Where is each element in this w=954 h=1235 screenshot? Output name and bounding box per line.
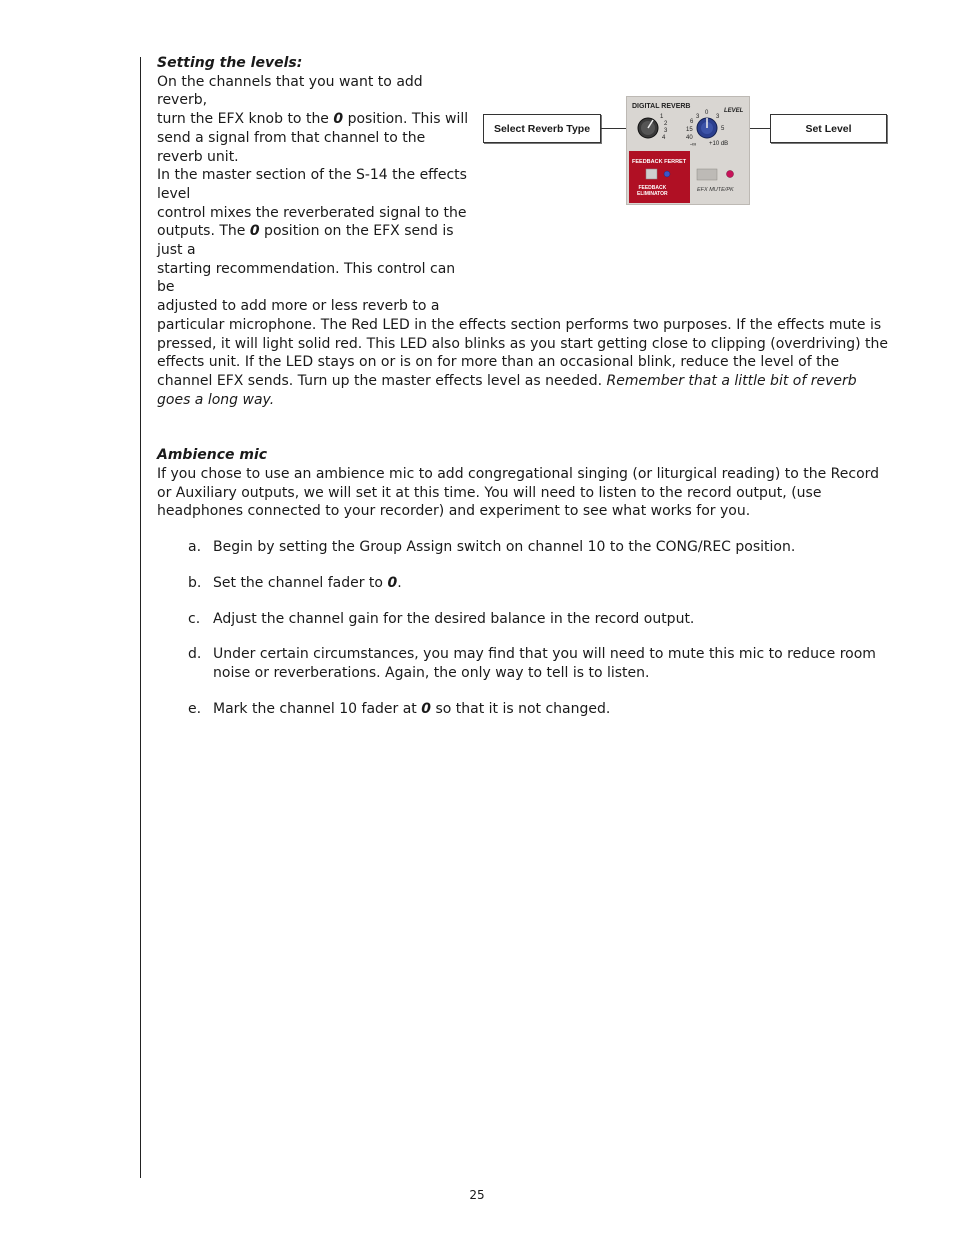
list-item: e. Mark the channel 10 fader at 0 so that it is not changed. bbox=[188, 700, 611, 717]
page-number: 25 bbox=[469, 1188, 485, 1202]
levels-line-4: In the master section of the S-14 the effects level bbox=[157, 167, 467, 202]
ambience-intro: If you chose to use an ambience mic to add congregational singing (or liturgical reading) to the Record or Auxiliary outputs, we will set it at this time. You will need to listen to the record output, (use headphones connected to your recorder) and experiment to see what works for you. bbox=[157, 466, 880, 520]
list-item: d. Under certain circumstances, you may find that you will need to mute this mic to reduce room noise or reverberations. Again, the only way to tell is to listen. bbox=[188, 646, 876, 681]
scale-tick-label: +10 dB bbox=[709, 141, 729, 147]
panel-title: DIGITAL REVERB bbox=[632, 103, 691, 110]
scale-tick-label: 3 bbox=[664, 128, 668, 134]
scale-tick-label: -∞ bbox=[690, 142, 697, 148]
reverb-type-knob-icon bbox=[638, 118, 658, 138]
leader-line-left bbox=[601, 128, 627, 129]
level-knob-icon bbox=[697, 118, 717, 138]
digital-reverb-figure bbox=[483, 96, 887, 206]
efx-mute-label: EFX MUTE/PK bbox=[697, 187, 734, 193]
efx-led-icon bbox=[727, 171, 734, 178]
levels-paragraph-continued: particular microphone. The Red LED in the effects section performs two purposes. If the effects mute is pressed, it will light solid red. This LED also blinks as you start getting close to clipping (overdriving) the effects unit. If the LED stays on or is on for more than an occasional blink, reduce the level of the channel EFX sends. Turn up the master effects level as needed. Remember that a little bit of reverb goes a long way. bbox=[157, 316, 889, 408]
list-item: b. Set the channel fader to 0. bbox=[188, 574, 402, 591]
callout-set-level: Set Level bbox=[770, 114, 887, 143]
scale-tick-label: 1 bbox=[660, 114, 664, 120]
feedback-eliminator-label: FEEDBACK ELIMINATOR bbox=[637, 185, 668, 197]
scale-tick-label: 2 bbox=[664, 121, 668, 127]
scale-tick-label: 15 bbox=[686, 127, 693, 133]
feedback-ferret-label: FEEDBACK FERRET bbox=[632, 159, 687, 165]
ambience-steps bbox=[157, 538, 892, 718]
scale-tick-label: 40 bbox=[686, 135, 693, 141]
callout-select-reverb-type: Select Reverb Type bbox=[483, 114, 601, 143]
scale-tick-label: 5 bbox=[721, 126, 725, 132]
scale-tick-label: 3 bbox=[716, 114, 720, 120]
scale-tick-label: 6 bbox=[690, 119, 694, 125]
feedback-led-icon bbox=[664, 171, 670, 177]
levels-line-7: starting recommendation. This control can be bbox=[157, 260, 456, 296]
list-item: c. Adjust the channel gain for the desired balance in the record output. bbox=[188, 610, 695, 627]
scale-tick-label: 4 bbox=[662, 135, 666, 141]
list-item: a. Begin by setting the Group Assign switch on channel 10 to the CONG/REC position. bbox=[188, 539, 796, 556]
levels-line-2: turn the EFX knob to the 0 position. This will bbox=[157, 111, 469, 128]
digital-reverb-panel bbox=[626, 96, 750, 205]
scale-tick-label: 0 bbox=[705, 110, 709, 116]
reverb-tip: Remember that a little bit of reverb goes a long way. bbox=[157, 372, 857, 408]
leader-line-right bbox=[749, 128, 770, 129]
levels-line-1: On the channels that you want to add reverb, bbox=[157, 73, 423, 109]
efx-mute-button-icon bbox=[697, 169, 717, 180]
levels-line-6: outputs. The 0 position on the EFX send is just a bbox=[157, 223, 454, 259]
levels-line-8: adjusted to add more or less reverb to a bbox=[157, 298, 440, 315]
heading-ambience-mic: Ambience mic bbox=[157, 447, 268, 464]
margin-rule bbox=[140, 57, 141, 1178]
feedback-ferret-button-icon bbox=[646, 169, 657, 179]
level-label: LEVEL bbox=[724, 108, 744, 114]
levels-line-5: control mixes the reverberated signal to the bbox=[157, 204, 467, 221]
heading-setting-levels: Setting the levels: bbox=[157, 55, 303, 71]
scale-tick-label: 3 bbox=[696, 114, 700, 120]
levels-line-3: send a signal from that channel to the reverb unit. bbox=[157, 129, 426, 165]
